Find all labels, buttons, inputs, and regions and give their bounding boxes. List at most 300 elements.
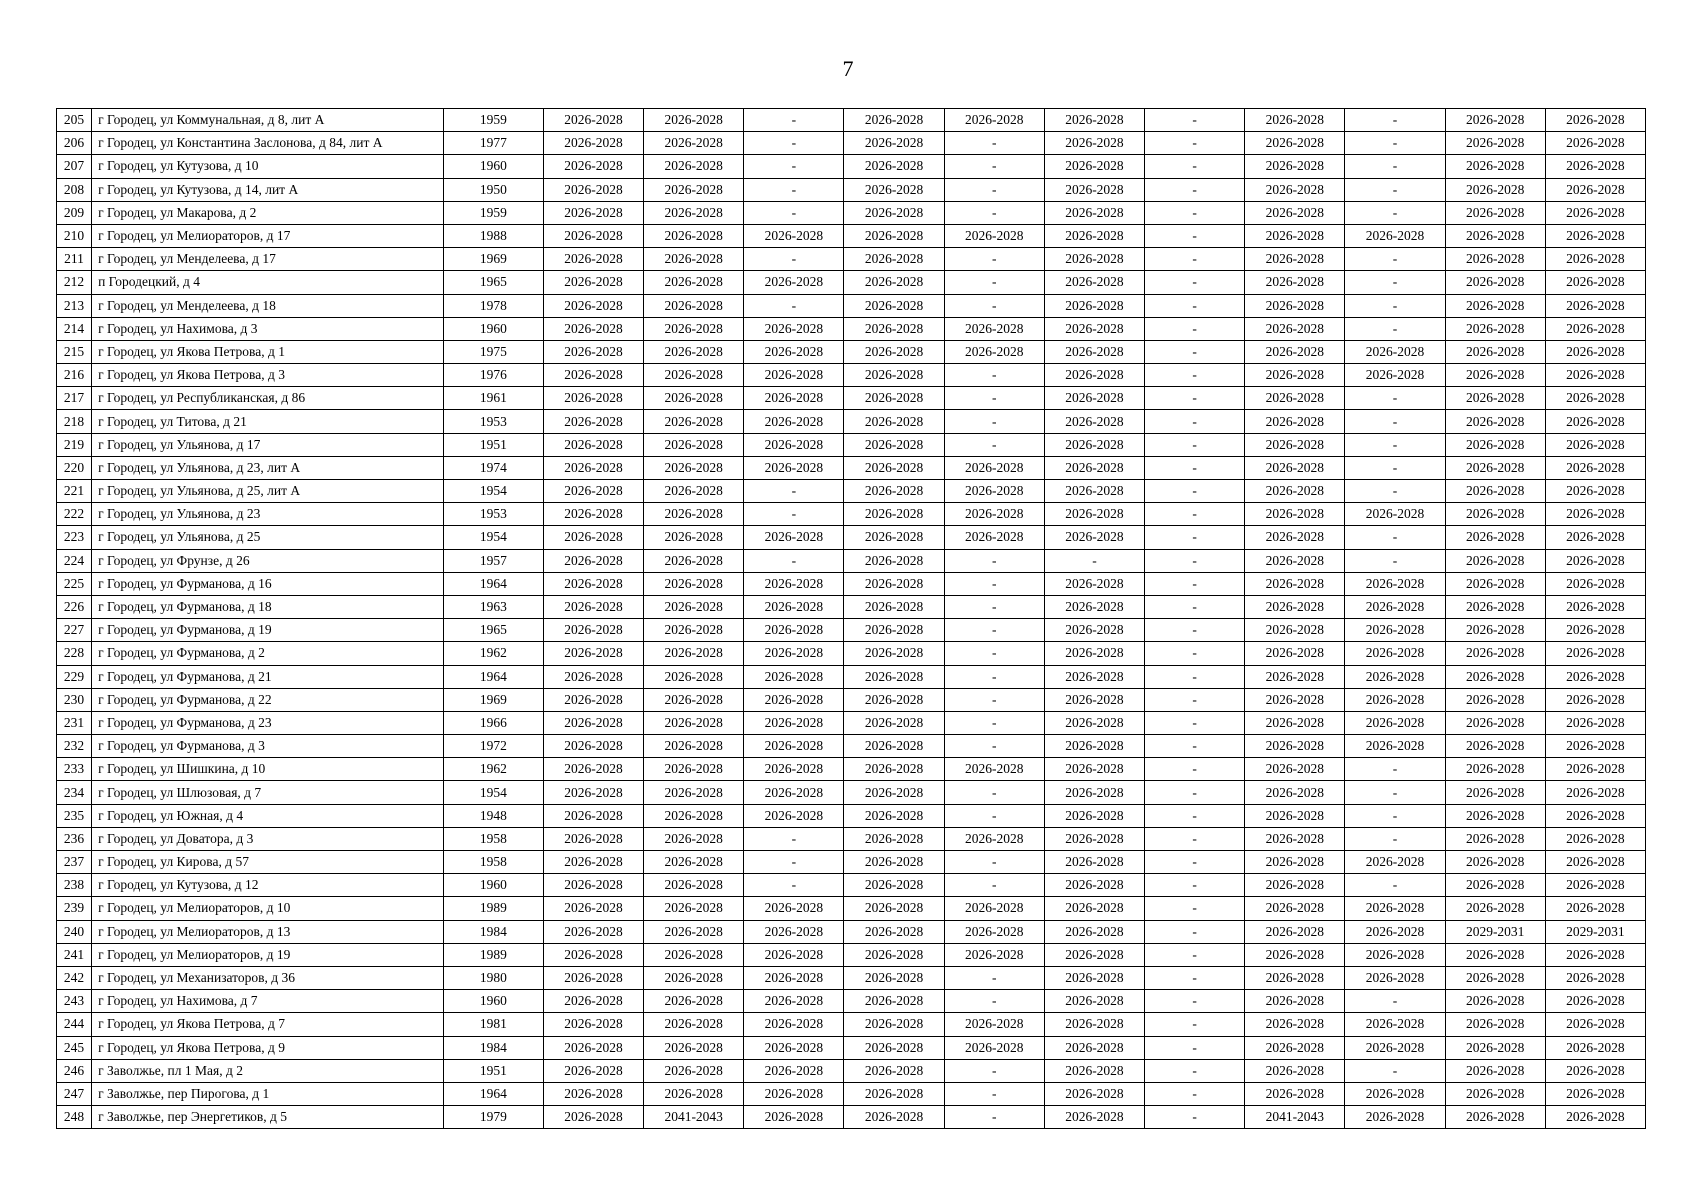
row-number-cell: 242 [57,966,92,989]
work-period-cell-9: 2026-2028 [1345,619,1445,642]
table-row [57,387,1646,410]
work-period-cell-4: 2026-2028 [844,294,944,317]
work-period-cell-1: 2026-2028 [543,572,643,595]
row-number-cell: 205 [57,109,92,132]
work-period-cell-9: - [1345,109,1445,132]
work-period-cell-5: - [944,410,1044,433]
work-period-cell-6: 2026-2028 [1044,595,1144,618]
work-period-cell-10: 2026-2028 [1445,665,1545,688]
work-period-cell-8: 2026-2028 [1245,966,1345,989]
work-period-cell-3: - [744,201,844,224]
work-period-cell-11: 2026-2028 [1545,433,1645,456]
work-period-cell-3: 2026-2028 [744,410,844,433]
work-period-cell-1: 2026-2028 [543,340,643,363]
work-period-cell-7: - [1145,804,1245,827]
work-period-cell-3: - [744,480,844,503]
work-period-cell-1: 2026-2028 [543,758,643,781]
year-built-cell: 1984 [443,1036,543,1059]
row-number-cell: 219 [57,433,92,456]
work-period-cell-7: - [1145,665,1245,688]
year-built-cell: 1954 [443,526,543,549]
work-period-cell-10: 2026-2028 [1445,456,1545,479]
work-period-cell-2: 2026-2028 [644,109,744,132]
work-period-cell-9: 2026-2028 [1345,920,1445,943]
work-period-cell-6: 2026-2028 [1044,874,1144,897]
year-built-cell: 1954 [443,781,543,804]
work-period-cell-10: 2026-2028 [1445,642,1545,665]
work-period-cell-5: 2026-2028 [944,224,1044,247]
row-number-cell: 227 [57,619,92,642]
address-cell: г Городец, ул Ульянова, д 17 [92,433,444,456]
work-period-cell-4: 2026-2028 [844,897,944,920]
work-period-cell-5: - [944,364,1044,387]
work-period-cell-4: 2026-2028 [844,758,944,781]
work-period-cell-10: 2026-2028 [1445,758,1545,781]
work-period-cell-11: 2026-2028 [1545,155,1645,178]
work-period-cell-1: 2026-2028 [543,851,643,874]
work-period-cell-3: 2026-2028 [744,1059,844,1082]
year-built-cell: 1977 [443,132,543,155]
work-period-cell-1: 2026-2028 [543,109,643,132]
row-number-cell: 230 [57,688,92,711]
work-period-cell-1: 2026-2028 [543,178,643,201]
year-built-cell: 1964 [443,572,543,595]
work-period-cell-5: 2026-2028 [944,317,1044,340]
work-period-cell-5: 2026-2028 [944,943,1044,966]
work-period-cell-4: 2026-2028 [844,642,944,665]
work-period-cell-6: 2026-2028 [1044,804,1144,827]
table-row [57,178,1646,201]
work-period-cell-4: 2026-2028 [844,874,944,897]
work-period-cell-2: 2026-2028 [644,1013,744,1036]
year-built-cell: 1979 [443,1106,543,1129]
work-period-cell-11: 2026-2028 [1545,735,1645,758]
address-cell: г Городец, ул Якова Петрова, д 7 [92,1013,444,1036]
work-period-cell-8: 2026-2028 [1245,572,1345,595]
row-number-cell: 210 [57,224,92,247]
work-period-cell-1: 2026-2028 [543,1106,643,1129]
work-period-cell-1: 2026-2028 [543,735,643,758]
work-period-cell-11: 2026-2028 [1545,851,1645,874]
work-period-cell-10: 2026-2028 [1445,526,1545,549]
row-number-cell: 234 [57,781,92,804]
work-period-cell-3: 2026-2028 [744,688,844,711]
work-period-cell-6: 2026-2028 [1044,665,1144,688]
work-period-cell-6: 2026-2028 [1044,781,1144,804]
work-period-cell-5: - [944,781,1044,804]
work-period-cell-4: 2026-2028 [844,711,944,734]
work-period-cell-9: 2026-2028 [1345,851,1445,874]
row-number-cell: 224 [57,549,92,572]
work-period-cell-6: 2026-2028 [1044,178,1144,201]
row-number-cell: 211 [57,248,92,271]
work-period-cell-6: 2026-2028 [1044,1059,1144,1082]
work-period-cell-1: 2026-2028 [543,503,643,526]
work-period-cell-9: 2026-2028 [1345,943,1445,966]
work-period-cell-3: 2026-2028 [744,456,844,479]
work-period-cell-6: 2026-2028 [1044,294,1144,317]
work-period-cell-5: 2026-2028 [944,920,1044,943]
work-period-cell-9: 2026-2028 [1345,642,1445,665]
work-period-cell-2: 2026-2028 [644,526,744,549]
work-period-cell-4: 2026-2028 [844,1036,944,1059]
row-number-cell: 207 [57,155,92,178]
work-period-cell-5: 2026-2028 [944,897,1044,920]
address-cell: г Городец, ул Фрунзе, д 26 [92,549,444,572]
row-number-cell: 209 [57,201,92,224]
row-number-cell: 239 [57,897,92,920]
work-period-cell-9: - [1345,526,1445,549]
work-period-cell-3: - [744,155,844,178]
address-cell: г Городец, ул Мелиораторов, д 19 [92,943,444,966]
work-period-cell-4: 2026-2028 [844,990,944,1013]
work-period-cell-10: 2026-2028 [1445,990,1545,1013]
work-period-cell-6: 2026-2028 [1044,943,1144,966]
work-period-cell-6: 2026-2028 [1044,572,1144,595]
work-period-cell-6: 2026-2028 [1044,340,1144,363]
table-row [57,804,1646,827]
work-period-cell-11: 2026-2028 [1545,132,1645,155]
year-built-cell: 1958 [443,851,543,874]
address-cell: г Городец, ул Кутузова, д 12 [92,874,444,897]
work-period-cell-5: - [944,572,1044,595]
work-period-cell-8: 2026-2028 [1245,387,1345,410]
work-period-cell-2: 2026-2028 [644,966,744,989]
work-period-cell-7: - [1145,572,1245,595]
work-period-cell-4: 2026-2028 [844,619,944,642]
work-period-cell-1: 2026-2028 [543,364,643,387]
table-row [57,201,1646,224]
work-period-cell-7: - [1145,387,1245,410]
row-number-cell: 215 [57,340,92,363]
work-period-cell-6: 2026-2028 [1044,990,1144,1013]
work-period-cell-8: 2026-2028 [1245,897,1345,920]
work-period-cell-11: 2026-2028 [1545,1036,1645,1059]
work-period-cell-9: - [1345,433,1445,456]
work-period-cell-11: 2026-2028 [1545,619,1645,642]
work-period-cell-10: 2026-2028 [1445,851,1545,874]
work-period-cell-9: - [1345,155,1445,178]
work-period-cell-4: 2026-2028 [844,155,944,178]
row-number-cell: 222 [57,503,92,526]
work-period-cell-2: 2026-2028 [644,1082,744,1105]
work-period-cell-6: 2026-2028 [1044,317,1144,340]
work-period-cell-9: 2026-2028 [1345,1082,1445,1105]
work-period-cell-7: - [1145,456,1245,479]
work-period-cell-6: 2026-2028 [1044,201,1144,224]
year-built-cell: 1948 [443,804,543,827]
work-period-cell-1: 2026-2028 [543,456,643,479]
address-cell: г Городец, ул Константина Заслонова, д 84, лит А [92,132,444,155]
work-period-cell-11: 2026-2028 [1545,966,1645,989]
work-period-cell-5: 2026-2028 [944,109,1044,132]
work-period-cell-7: - [1145,248,1245,271]
work-period-cell-6: - [1044,549,1144,572]
work-period-cell-5: - [944,642,1044,665]
address-cell: г Городец, ул Мелиораторов, д 17 [92,224,444,247]
work-period-cell-5: 2026-2028 [944,1036,1044,1059]
work-period-cell-2: 2026-2028 [644,897,744,920]
work-period-cell-8: 2026-2028 [1245,851,1345,874]
work-period-cell-3: 2026-2028 [744,340,844,363]
table-row [57,456,1646,479]
work-period-cell-7: - [1145,410,1245,433]
row-number-cell: 221 [57,480,92,503]
work-period-cell-11: 2026-2028 [1545,271,1645,294]
address-cell: п Городецкий, д 4 [92,271,444,294]
work-period-cell-7: - [1145,178,1245,201]
table-row [57,827,1646,850]
year-built-cell: 1960 [443,317,543,340]
work-period-cell-8: 2026-2028 [1245,619,1345,642]
work-period-cell-5: - [944,294,1044,317]
address-cell: г Городец, ул Фурманова, д 16 [92,572,444,595]
work-period-cell-4: 2026-2028 [844,851,944,874]
work-period-cell-9: 2026-2028 [1345,688,1445,711]
work-period-cell-5: 2026-2028 [944,758,1044,781]
work-period-cell-9: - [1345,990,1445,1013]
work-period-cell-4: 2026-2028 [844,1082,944,1105]
work-period-cell-3: - [744,549,844,572]
work-period-cell-8: 2026-2028 [1245,943,1345,966]
work-period-cell-7: - [1145,990,1245,1013]
work-period-cell-9: - [1345,827,1445,850]
work-period-cell-2: 2026-2028 [644,665,744,688]
work-period-cell-10: 2026-2028 [1445,224,1545,247]
work-period-cell-3: - [744,827,844,850]
table-row [57,688,1646,711]
work-period-cell-5: - [944,1059,1044,1082]
work-period-cell-1: 2026-2028 [543,1082,643,1105]
work-period-cell-8: 2026-2028 [1245,665,1345,688]
work-period-cell-5: - [944,688,1044,711]
work-period-cell-1: 2026-2028 [543,943,643,966]
row-number-cell: 247 [57,1082,92,1105]
work-period-cell-11: 2026-2028 [1545,595,1645,618]
address-cell: г Городец, ул Кутузова, д 10 [92,155,444,178]
work-period-cell-8: 2026-2028 [1245,480,1345,503]
work-period-cell-3: 2026-2028 [744,943,844,966]
address-cell: г Городец, ул Ульянова, д 23 [92,503,444,526]
work-period-cell-1: 2026-2028 [543,920,643,943]
work-period-cell-10: 2026-2028 [1445,1106,1545,1129]
work-period-cell-6: 2026-2028 [1044,271,1144,294]
work-period-cell-2: 2026-2028 [644,735,744,758]
work-period-cell-4: 2026-2028 [844,340,944,363]
work-period-cell-3: 2026-2028 [744,1013,844,1036]
address-cell: г Городец, ул Механизаторов, д 36 [92,966,444,989]
work-period-cell-3: 2026-2028 [744,781,844,804]
year-built-cell: 1989 [443,897,543,920]
table-row [57,920,1646,943]
table-row [57,642,1646,665]
work-period-cell-4: 2026-2028 [844,827,944,850]
work-period-cell-10: 2026-2028 [1445,503,1545,526]
table-row [57,572,1646,595]
work-period-cell-7: - [1145,503,1245,526]
work-period-cell-7: - [1145,433,1245,456]
row-number-cell: 235 [57,804,92,827]
work-period-cell-6: 2026-2028 [1044,456,1144,479]
address-cell: г Городец, ул Мелиораторов, д 10 [92,897,444,920]
work-period-cell-4: 2026-2028 [844,735,944,758]
work-period-cell-11: 2026-2028 [1545,201,1645,224]
table-row [57,433,1646,456]
work-period-cell-5: - [944,619,1044,642]
work-period-cell-8: 2026-2028 [1245,526,1345,549]
address-cell: г Городец, ул Шлюзовая, д 7 [92,781,444,804]
work-period-cell-11: 2026-2028 [1545,572,1645,595]
work-period-cell-8: 2026-2028 [1245,364,1345,387]
work-period-cell-6: 2026-2028 [1044,503,1144,526]
year-built-cell: 1969 [443,248,543,271]
year-built-cell: 1953 [443,410,543,433]
work-period-cell-10: 2026-2028 [1445,433,1545,456]
work-period-cell-9: 2026-2028 [1345,1036,1445,1059]
address-cell: г Заволжье, пл 1 Мая, д 2 [92,1059,444,1082]
work-period-cell-11: 2026-2028 [1545,1059,1645,1082]
work-period-cell-5: - [944,804,1044,827]
year-built-cell: 1974 [443,456,543,479]
work-period-cell-8: 2026-2028 [1245,410,1345,433]
work-period-cell-11: 2026-2028 [1545,503,1645,526]
work-period-cell-9: - [1345,248,1445,271]
work-period-cell-8: 2026-2028 [1245,271,1345,294]
work-period-cell-3: 2026-2028 [744,711,844,734]
work-period-cell-2: 2026-2028 [644,433,744,456]
address-cell: г Городец, ул Кутузова, д 14, лит А [92,178,444,201]
row-number-cell: 231 [57,711,92,734]
work-period-cell-1: 2026-2028 [543,224,643,247]
year-built-cell: 1984 [443,920,543,943]
work-period-cell-8: 2026-2028 [1245,1059,1345,1082]
work-period-cell-11: 2026-2028 [1545,943,1645,966]
work-period-cell-3: - [744,874,844,897]
work-period-cell-10: 2026-2028 [1445,317,1545,340]
year-built-cell: 1953 [443,503,543,526]
work-period-cell-7: - [1145,711,1245,734]
address-cell: г Городец, ул Титова, д 21 [92,410,444,433]
work-period-cell-7: - [1145,1036,1245,1059]
address-cell: г Городец, ул Фурманова, д 23 [92,711,444,734]
work-period-cell-2: 2026-2028 [644,642,744,665]
work-period-cell-8: 2026-2028 [1245,735,1345,758]
work-period-cell-1: 2026-2028 [543,132,643,155]
table-row [57,1059,1646,1082]
work-period-cell-8: 2026-2028 [1245,642,1345,665]
work-period-cell-9: - [1345,758,1445,781]
work-period-cell-2: 2026-2028 [644,248,744,271]
work-period-cell-2: 2026-2028 [644,549,744,572]
work-period-cell-6: 2026-2028 [1044,1013,1144,1036]
address-cell: г Городец, ул Фурманова, д 19 [92,619,444,642]
work-period-cell-2: 2026-2028 [644,410,744,433]
work-period-cell-8: 2026-2028 [1245,758,1345,781]
work-period-cell-3: 2026-2028 [744,990,844,1013]
work-period-cell-7: - [1145,549,1245,572]
work-period-cell-5: - [944,711,1044,734]
address-cell: г Городец, ул Доватора, д 3 [92,827,444,850]
work-period-cell-2: 2026-2028 [644,271,744,294]
work-period-cell-1: 2026-2028 [543,317,643,340]
work-period-cell-8: 2026-2028 [1245,433,1345,456]
work-period-cell-10: 2026-2028 [1445,294,1545,317]
work-period-cell-6: 2026-2028 [1044,155,1144,178]
table-row [57,1082,1646,1105]
work-period-cell-7: - [1145,827,1245,850]
table-row [57,526,1646,549]
work-period-cell-8: 2026-2028 [1245,595,1345,618]
work-period-cell-8: 2026-2028 [1245,340,1345,363]
work-period-cell-9: 2026-2028 [1345,340,1445,363]
work-period-cell-5: - [944,735,1044,758]
address-cell: г Городец, ул Фурманова, д 21 [92,665,444,688]
work-period-cell-10: 2026-2028 [1445,364,1545,387]
work-period-cell-4: 2026-2028 [844,201,944,224]
row-number-cell: 248 [57,1106,92,1129]
work-period-cell-1: 2026-2028 [543,595,643,618]
work-period-cell-7: - [1145,480,1245,503]
table-row [57,132,1646,155]
year-built-cell: 1962 [443,758,543,781]
table-row [57,1106,1646,1129]
work-period-cell-9: - [1345,456,1445,479]
work-period-cell-3: 2026-2028 [744,920,844,943]
row-number-cell: 240 [57,920,92,943]
work-period-cell-7: - [1145,132,1245,155]
work-period-cell-4: 2026-2028 [844,966,944,989]
work-period-cell-8: 2026-2028 [1245,1036,1345,1059]
work-period-cell-10: 2026-2028 [1445,178,1545,201]
work-period-cell-7: - [1145,317,1245,340]
work-period-cell-1: 2026-2028 [543,549,643,572]
work-period-cell-3: 2026-2028 [744,735,844,758]
work-period-cell-1: 2026-2028 [543,410,643,433]
work-period-cell-10: 2026-2028 [1445,1036,1545,1059]
work-period-cell-1: 2026-2028 [543,1059,643,1082]
work-period-cell-7: - [1145,595,1245,618]
work-period-cell-9: - [1345,410,1445,433]
work-period-cell-2: 2026-2028 [644,480,744,503]
work-period-cell-2: 2026-2028 [644,943,744,966]
work-period-cell-10: 2026-2028 [1445,619,1545,642]
work-period-cell-6: 2026-2028 [1044,224,1144,247]
work-period-cell-10: 2026-2028 [1445,155,1545,178]
work-period-cell-11: 2026-2028 [1545,178,1645,201]
work-period-cell-4: 2026-2028 [844,248,944,271]
page-number: 7 [842,56,854,81]
work-period-cell-6: 2026-2028 [1044,1106,1144,1129]
work-period-cell-11: 2026-2028 [1545,340,1645,363]
work-period-cell-3: 2026-2028 [744,665,844,688]
work-period-cell-8: 2026-2028 [1245,503,1345,526]
year-built-cell: 1964 [443,1082,543,1105]
work-period-cell-9: 2026-2028 [1345,503,1445,526]
table-row [57,943,1646,966]
work-period-cell-7: - [1145,364,1245,387]
year-built-cell: 1960 [443,874,543,897]
work-period-cell-2: 2026-2028 [644,317,744,340]
work-period-cell-3: 2026-2028 [744,595,844,618]
work-period-cell-8: 2026-2028 [1245,224,1345,247]
work-period-cell-8: 2026-2028 [1245,920,1345,943]
address-cell: г Заволжье, пер Пирогова, д 1 [92,1082,444,1105]
work-period-cell-3: 2026-2028 [744,966,844,989]
year-built-cell: 1989 [443,943,543,966]
row-number-cell: 238 [57,874,92,897]
work-period-cell-5: - [944,1082,1044,1105]
work-period-cell-10: 2026-2028 [1445,201,1545,224]
